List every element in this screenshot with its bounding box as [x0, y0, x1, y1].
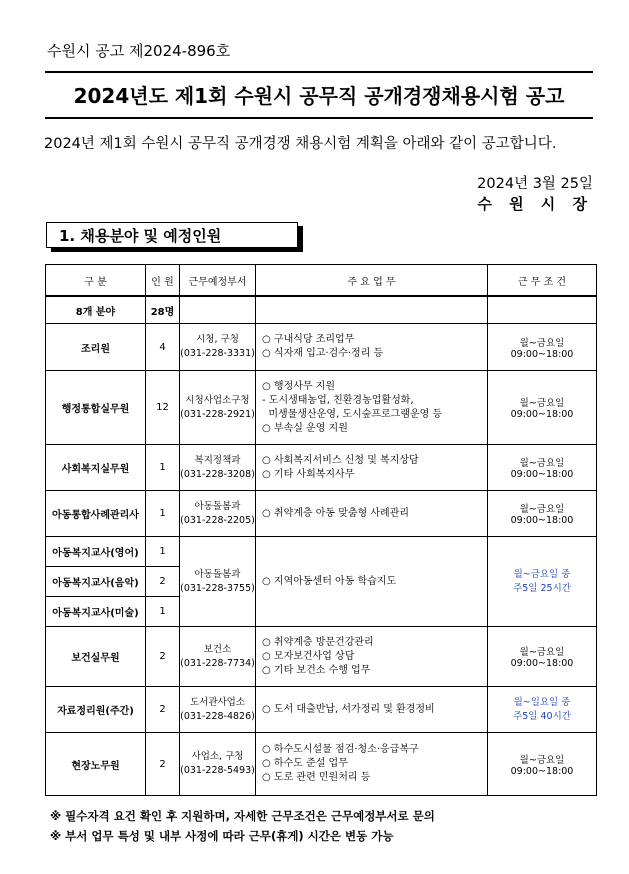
dept-cell — [180, 371, 256, 445]
footnote: ※ 필수자격 요건 확인 후 지원하며, 자세한 근무조건은 근무예정부서로 문의 — [50, 809, 435, 823]
duty-line: ○ 취약계층 방문건강관리 — [262, 636, 374, 648]
headcount: 2 — [146, 567, 180, 597]
field-name: 아동복지교사(미술) — [46, 597, 146, 627]
field-name: 현장노무원 — [46, 733, 146, 796]
footnote: ※ 부서 업무 특성 및 내부 사정에 따라 근무(휴게) 시간은 변동 가능 — [50, 829, 394, 843]
work-conditions — [488, 687, 597, 733]
dept-phone: (031-228-3331) — [180, 348, 255, 359]
work-conditions: 월~금요일 09:00~18:00 — [488, 491, 597, 537]
duties-cell — [256, 537, 488, 627]
duty-line: ○ 부속실 운영 지원 — [262, 422, 348, 434]
field-name: 사회복지실무원 — [46, 445, 146, 491]
duties-cell — [256, 491, 488, 537]
duties-cell — [256, 445, 488, 491]
dept-cell — [180, 687, 256, 733]
dept-phone: (031-228-4826) — [180, 710, 255, 722]
field-name: 자료정리원(주간) — [46, 687, 146, 733]
duty-line: ○ 도로 관련 민원처리 등 — [262, 772, 371, 783]
col-header-duties: 주 요 업 무 — [256, 265, 488, 297]
section-heading-box — [46, 222, 298, 248]
duty-line: ○ 모자보건사업 상담 — [262, 650, 355, 662]
dept-phone: (031-228-7734) — [180, 657, 255, 669]
dept-name: 사업소, 구청 — [191, 751, 244, 762]
issuer: 수 원 시 장 — [477, 195, 593, 213]
table-header-row — [46, 265, 597, 297]
field-name: 아동복지교사(음악) — [46, 567, 146, 597]
table-row — [46, 627, 597, 687]
table-row — [46, 324, 597, 371]
table-row — [46, 537, 597, 567]
duties-cell — [256, 627, 488, 687]
dept-cell — [180, 537, 256, 627]
field-name: 아동통합사례관리사 — [46, 491, 146, 537]
dept-phone: (031-228-3755) — [180, 582, 255, 594]
table-row — [46, 371, 597, 445]
work-conditions: 월~금요일 09:00~18:00 — [488, 733, 597, 796]
title-rule-top — [45, 71, 593, 73]
dept-name: 보건소 — [203, 643, 232, 655]
work-conditions: 월~금요일 09:00~18:00 — [488, 324, 597, 371]
dept-name: 복지정책과 — [194, 454, 241, 466]
field-name: 행정통합실무원 — [46, 371, 146, 445]
table-row — [46, 445, 597, 491]
dept-name: 아동돌봄과 — [194, 568, 241, 580]
table-row — [46, 687, 597, 733]
duty-line: ○ 하수도시설물 점검·청소·응급복구 — [262, 744, 419, 755]
dept-phone: (031-228-5493) — [180, 765, 255, 776]
recruitment-table — [45, 264, 597, 796]
notice-number: 수원시 공고 제2024-896호 — [47, 42, 231, 60]
duty-line: ○ 식자재 입고·검수·정리 등 — [262, 348, 384, 359]
dept-phone: (031-228-3208) — [180, 468, 255, 480]
dept-phone: (031-228-2921) — [180, 408, 255, 420]
table-row — [46, 491, 597, 537]
duty-line: ○ 지역아동센터 아동 학습지도 — [262, 575, 397, 587]
headcount: 1 — [146, 537, 180, 567]
duty-line: ○ 사회복지서비스 신청 및 복지상담 — [262, 454, 419, 466]
dept-name: 아동돌봄과 — [194, 500, 241, 512]
intro-text: 2024년 제1회 수원시 공무직 공개경쟁 채용시험 계획을 아래와 같이 공고합니다. — [44, 136, 557, 152]
headcount: 2 — [146, 627, 180, 687]
headcount: 1 — [146, 597, 180, 627]
headcount: 1 — [146, 491, 180, 537]
field-name: 조리원 — [46, 324, 146, 371]
notice-date: 2024년 3월 25일 — [477, 176, 593, 192]
notice-title: 2024년도 제1회 수원시 공무직 공개경쟁채용시험 공고 — [73, 84, 565, 108]
col-header-conditions: 근 무 조 건 — [488, 265, 597, 297]
dept-phone: (031-228-2205) — [180, 514, 255, 526]
dept-cell — [180, 324, 256, 371]
work-conditions: 월~금요일 09:00~18:00 — [488, 371, 597, 445]
headcount: 1 — [146, 445, 180, 491]
col-header-count: 인 원 — [146, 265, 180, 297]
duty-line: ○ 기타 사회복지사무 — [262, 468, 355, 480]
duties-cell — [256, 371, 488, 445]
duty-line: ○ 도서 대출반납, 서가정리 및 환경정비 — [262, 703, 435, 715]
duty-line: - 도시생태농업, 친환경농업활성화, — [262, 394, 414, 406]
title-rule-bottom — [45, 117, 593, 119]
footnotes — [50, 806, 435, 846]
total-count: 28명 — [146, 296, 180, 324]
col-header-category: 구 분 — [46, 265, 146, 297]
duty-line: ○ 행정사무 지원 — [262, 380, 336, 392]
work-conditions: 월~금요일 09:00~18:00 — [488, 445, 597, 491]
dept-name: 시청, 구청 — [196, 334, 239, 345]
duties-cell — [256, 733, 488, 796]
table-row — [46, 733, 597, 796]
duty-line: ○ 취약계층 아동 맞춤형 사례관리 — [262, 507, 410, 519]
headcount: 2 — [146, 687, 180, 733]
duties-cell — [256, 324, 488, 371]
cond-line: 주5일 25시간 — [513, 582, 571, 594]
total-label: 8개 분야 — [46, 296, 146, 324]
dept-name: 도서관사업소 — [189, 696, 246, 708]
dept-cell — [180, 445, 256, 491]
cond-line: 월~금요일 중 — [513, 568, 571, 580]
total-row — [46, 296, 597, 324]
duties-cell — [256, 687, 488, 733]
cond-line: 월~일요일 중 — [513, 696, 571, 708]
dept-cell — [180, 491, 256, 537]
duty-line: ○ 기타 보건소 수행 업무 — [262, 664, 371, 676]
col-header-dept: 근무예정부서 — [180, 265, 256, 297]
cond-line: 주5일 40시간 — [513, 710, 571, 722]
dept-cell — [180, 733, 256, 796]
duty-line: ○ 하수도 준설 업무 — [262, 758, 348, 769]
headcount: 2 — [146, 733, 180, 796]
duty-line: 미생물생산운영, 도시숲프로그램운영 등 — [262, 408, 443, 420]
duty-line: ○ 구내식당 조리업무 — [262, 334, 355, 345]
field-name: 보건실무원 — [46, 627, 146, 687]
field-name: 아동복지교사(영어) — [46, 537, 146, 567]
section-heading: 1. 채용분야 및 예정인원 — [59, 227, 222, 245]
work-conditions — [488, 537, 597, 627]
headcount: 12 — [146, 371, 180, 445]
dept-cell — [180, 627, 256, 687]
headcount: 4 — [146, 324, 180, 371]
dept-name: 시청사업소구청 — [185, 394, 250, 406]
work-conditions: 월~금요일 09:00~18:00 — [488, 627, 597, 687]
